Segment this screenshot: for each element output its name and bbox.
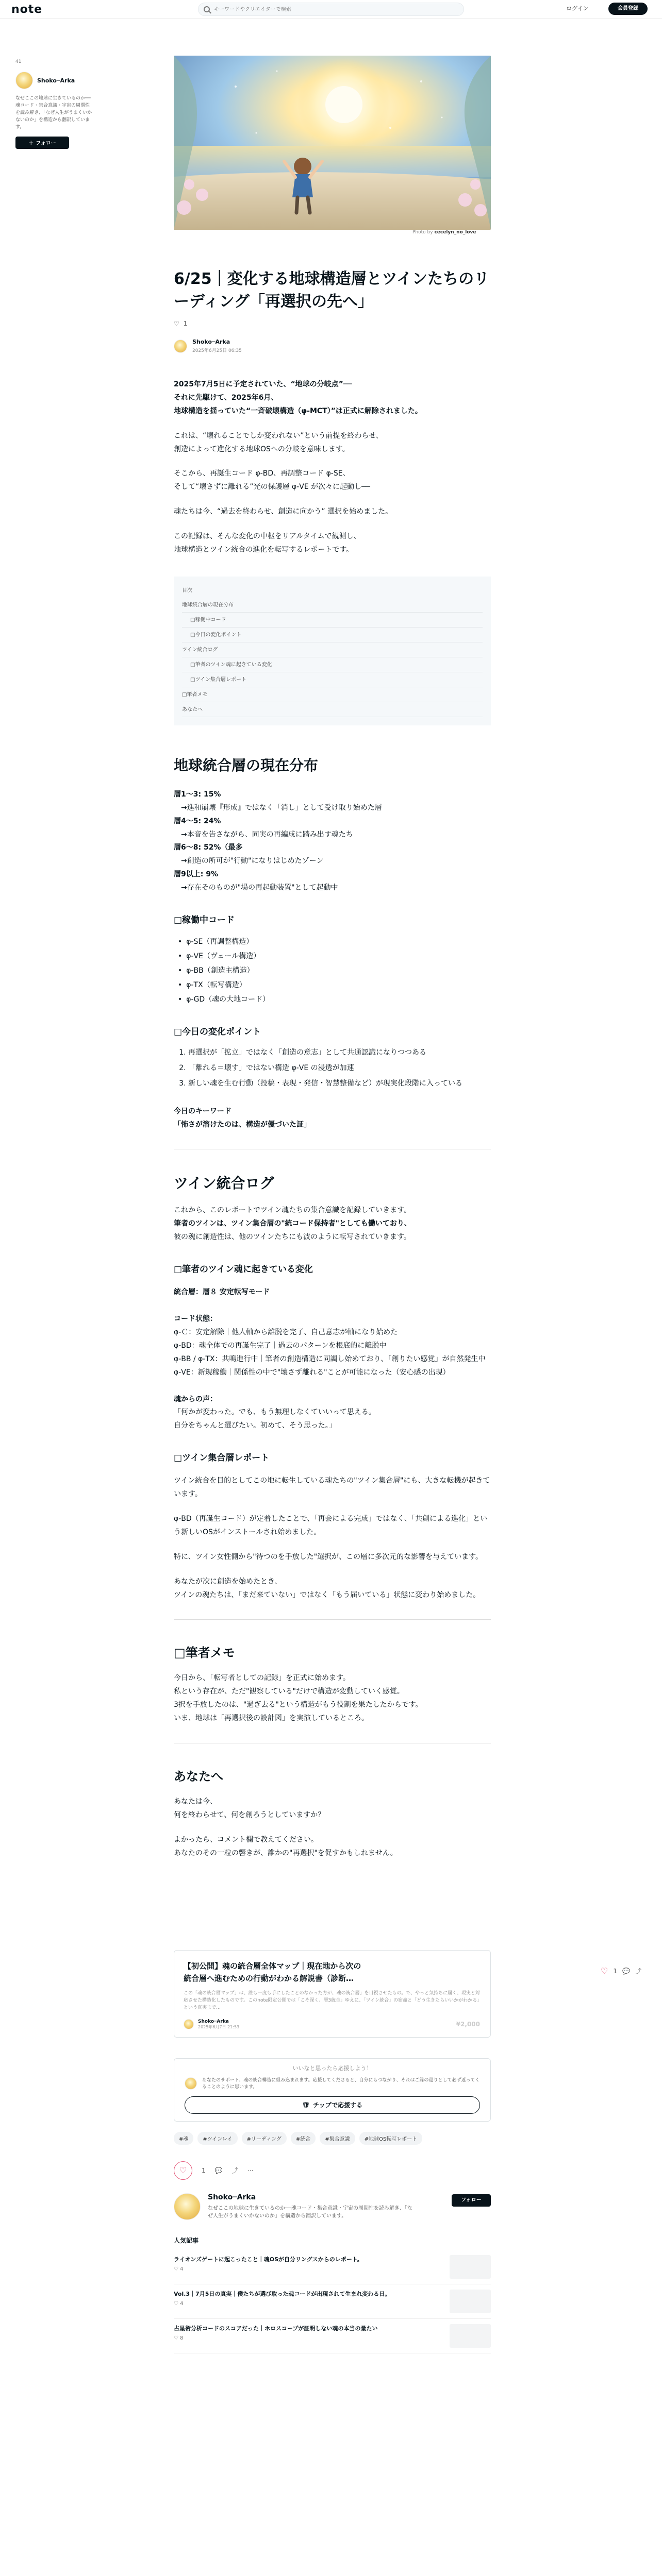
toyou-line: あなたのその一粒の響きが、誰かの"再選択"を促すかもしれません。: [174, 1849, 398, 1857]
card-title[interactable]: [184, 1960, 481, 1985]
floating-action-rail: [601, 1966, 641, 1976]
sidebar-bio: なぜここの地球に生きているのか──魂コード・集合意識・宇宙の周期性を読み解き、「なぜ人生がうまくいかないのか」を構造から翻訳しています。: [15, 96, 92, 130]
active-codes-list: [178, 935, 491, 1007]
intro-paragraph: 魂たちは今、“過去を終わらせ、創造に向かう” 選択を始めました。: [174, 507, 393, 516]
subsection-heading: □今日の変化ポイント: [174, 1027, 261, 1038]
section-heading: ツイン統合ログ: [174, 1175, 274, 1192]
toyou-paragraph: [174, 1834, 491, 1860]
article-actions: [174, 2161, 491, 2180]
photo-credit-prefix: Photo by: [412, 230, 435, 235]
tip-body: あなたのサポート、魂の統合構造に組み込まれます。応援してくださると、自分にもつながり、それはご縁の巡りとして必ず返ってくることのように思います。: [202, 2077, 480, 2090]
more-icon[interactable]: ⋯: [247, 2166, 254, 2174]
tip-button-label: チップで応援する: [313, 2102, 363, 2109]
layer-distribution: [174, 788, 491, 895]
share-icon[interactable]: ⤴: [231, 2167, 238, 2175]
toc-item[interactable]: □今日の変化ポイント: [182, 628, 483, 642]
twin-intro: [174, 1204, 491, 1244]
toyou-paragraph: [174, 1795, 491, 1822]
layer-note: →進和崩壊『形成』ではなく「消し」として受け取り始めた層: [181, 803, 382, 812]
section-heading: □筆者メモ: [174, 1646, 235, 1660]
popular-articles: [174, 2236, 491, 2353]
footer-author-bio: なぜここの地球に生きているのか──魂コード・集合意識・宇宙の周期性を読み解き、「なぜ人生がうまくいかないのか」を構造から翻訳しています。: [208, 2205, 412, 2219]
comment-icon[interactable]: 💬: [214, 2166, 223, 2174]
footer-follow-button[interactable]: フォロー: [452, 2194, 491, 2207]
search-input[interactable]: [214, 7, 420, 12]
spacer: [174, 1860, 491, 1917]
creator-sidebar: [15, 59, 93, 149]
group-paragraph: 特に、ツイン女性側から"待つのを手放した"選択が、この層に多次元的な影響を与えています。: [174, 1552, 483, 1561]
hashtag-list: [174, 2132, 491, 2145]
avatar[interactable]: [15, 72, 33, 89]
toc-item[interactable]: □筆者メモ: [182, 687, 483, 702]
section-heading: 地球統合層の現在分布: [174, 756, 319, 774]
intro-line: 地球構造とツイン統合の進化を転写するレポートです。: [174, 546, 354, 554]
card-price: ¥2,000: [456, 2020, 480, 2028]
group-paragraph: [174, 1575, 491, 1602]
code-status-line: φ-BD：魂全体での再誕生完了｜過去のパターンを根底的に離脱中: [174, 1341, 387, 1350]
footer-avatar[interactable]: [174, 2193, 201, 2220]
code-status-line: φ-Ｃ：安定解除｜他人軸から離脱を完了、自己意志が軸になり始めた: [174, 1328, 398, 1336]
intro-line: そこから、再誕生コード φ-BD、再調整コード φ-SE、: [174, 469, 350, 478]
card-title-line: 【初公開】魂の統合層全体マップ｜現在地から次の: [184, 1961, 361, 1971]
subsection-heading: □ツイン集合層レポート: [174, 1453, 270, 1464]
article-title: 6/25｜変化する地球構造層とツインたちのリーディング「再選択の先へ」: [174, 270, 490, 311]
publish-date: 2025年6月25日 06:35: [192, 348, 242, 353]
intro-line: 創造によって進化する地球OSへの分岐を意味します。: [174, 445, 350, 453]
hero-image: [174, 56, 491, 230]
group-line: あなたが次に創造を始めたとき、: [174, 1577, 282, 1586]
intro-line: これは、“壊れることでしか変われない”という前提を終わらせ、: [174, 431, 383, 440]
toc-item[interactable]: 地球統合層の現在分布: [182, 598, 483, 613]
list-item: • φ-VE（ヴェール構造）: [178, 949, 491, 963]
popular-title[interactable]: Vol.3｜7月5日の真実｜僕たちが選び取った魂コードが出現されて生まれ変わる日。: [174, 2290, 391, 2297]
article-body: [174, 268, 491, 2353]
toyou-line: 何を終わらせて、何を創ろうとしていますか？: [174, 1810, 325, 1819]
like-count: 1: [202, 2166, 206, 2174]
soul-voice: [174, 1393, 491, 1433]
intro-paragraph: [174, 530, 491, 557]
card-avatar: [184, 2019, 194, 2029]
popular-thumbnail[interactable]: [450, 2290, 491, 2313]
code-status: [174, 1313, 491, 1379]
popular-item[interactable]: [174, 2284, 491, 2319]
memo-line: 今日から、「転写者としての記録」を正式に始めます。: [174, 1674, 350, 1683]
popular-title[interactable]: ライオンズゲートに起こったこと｜魂OSが自分リングスからのレポート。: [174, 2256, 363, 2263]
photo-credit: [412, 230, 476, 235]
intro-line: そして“壊さずに離れる”光の保護層 φ-VE が次々に起動し──: [174, 483, 370, 492]
toc-item[interactable]: あなたへ: [182, 702, 483, 717]
follow-label: フォロー: [36, 141, 56, 147]
card-title-line: 統合層へ進むための行動がわかる解説書（診断…: [184, 1973, 354, 1983]
hashtag[interactable]: #リーディング: [242, 2132, 287, 2145]
keyword-text: 「怖さが溶けたのは、構造が優づいた証」: [174, 1120, 311, 1129]
memo-paragraph: [174, 1672, 491, 1725]
hashtag[interactable]: #地球OS転写レポート: [359, 2132, 423, 2145]
layer-note: →存在そのものが"場の再起動装置"として起動中: [181, 884, 338, 892]
sidebar-name[interactable]: Shoko─Arka: [37, 77, 75, 84]
intro-bold-line: 2025年7月5日に予定されていた、“地球の分岐点”──: [174, 380, 352, 388]
sidebar-follow-button[interactable]: [15, 137, 69, 149]
soul-voice-label: 魂からの声：: [174, 1395, 217, 1403]
list-item: 1. 再選択が「拡立」ではなく「創造の意志」として共通認識になりつつある: [188, 1046, 491, 1060]
group-paragraph: ツイン統合を目的としてこの地に転生している魂たちの"ツイン集合層"にも、大きな転機が起きています。: [174, 1477, 490, 1499]
popular-like-count: 8: [180, 2335, 184, 2341]
memo-line: 3択を手放したのは、"過ぎ去る"という構造がもう役割を果たしたからです。: [174, 1701, 423, 1709]
tip-heart-icon: 🛡: [302, 2101, 310, 2109]
person-plus-icon: ＋: [28, 141, 34, 147]
twin-intro-line: これから、このレポートでツイン魂たちの集合意識を記録していきます。: [174, 1206, 411, 1215]
hashtag[interactable]: #魂: [174, 2132, 193, 2145]
tip-avatar: [185, 2077, 197, 2090]
layer-note: →創造の所可が"行動"になりはじめたゾーン: [181, 857, 324, 866]
like-count: 1: [183, 320, 188, 327]
popular-like-count: 4: [180, 2266, 184, 2272]
group-paragraph: φ-BD（再誕生コード）が定着したことで、「再会による完成」ではなく、「共創による進化」という新しいOSがインストールされ始めました。: [174, 1514, 488, 1536]
list-item: 3. 新しい魂を生む行動（投稿・表現・発信・智慧整備など）が現実化段階に入っている: [188, 1077, 491, 1091]
card-footer: [184, 2019, 481, 2030]
group-line: ツインの魂たちは、「まだ来ていない」ではなく「もう届いている」状態に変わり始めました。: [174, 1590, 481, 1599]
popular-likes: ♡ 8: [174, 2335, 184, 2341]
subsection-heading: □稼働中コード: [174, 915, 235, 926]
toc-item[interactable]: □稼働中コード: [182, 613, 483, 628]
list-item: 2. 「離れる＝壊す」ではない構造 φ-VE の浸透が加速: [188, 1062, 491, 1075]
rail-like-count: 1: [613, 1967, 617, 1975]
intro-paragraph: [174, 430, 491, 456]
status-label: 統合層：層８ 安定転写モード: [174, 1288, 270, 1297]
list-item: • φ-GD（魂の大地コード）: [178, 992, 491, 1007]
layer-label: 層1〜3: 15%: [174, 790, 221, 799]
note-logo[interactable]: note: [11, 3, 43, 16]
heart-icon[interactable]: ♡: [174, 320, 179, 327]
layer-label: 層9以上: 9%: [174, 870, 218, 879]
tip-button[interactable]: [185, 2096, 480, 2114]
intro-paragraph: [174, 467, 491, 494]
card-date: 2025年6月7日 21:53: [198, 2024, 240, 2029]
layer-label: 層6〜8: 52%（最多: [174, 843, 243, 852]
toc-item[interactable]: □筆者のツイン魂に起きている変化: [182, 657, 483, 672]
popular-item[interactable]: [174, 2319, 491, 2353]
intro-line: この記録は、そんな変化の中枢をリアルタイムで観測し、: [174, 532, 361, 541]
layer-note: →本音を告さながら、同実の再編成に踏み出す魂たち: [181, 830, 353, 839]
keyword-label: 今日のキーワード: [174, 1107, 231, 1115]
popular-item[interactable]: [174, 2250, 491, 2284]
subsection-heading: □筆者のツイン魂に起きている変化: [174, 1264, 313, 1275]
popular-thumbnail[interactable]: [450, 2255, 491, 2279]
author-name[interactable]: Shoko─Arka: [192, 338, 230, 345]
search-icon: [204, 6, 210, 12]
twin-intro-line: 彼の魂に創造性は、他のツインたちにも波のように転写されていきます。: [174, 1233, 411, 1242]
hashtag[interactable]: #ツインレイ: [197, 2132, 237, 2145]
tip-box: [174, 2058, 491, 2122]
embedded-article-card[interactable]: [174, 1950, 491, 2038]
footer-author: [174, 2193, 491, 2221]
intro-bold-line: 地球構造を揺っていた“一斉破壊構造（φ-MCT）”は正式に解除されました。: [174, 406, 422, 415]
top-header: [0, 0, 662, 19]
toc-item[interactable]: ツイン統合ログ: [182, 642, 483, 657]
like-heart-icon[interactable]: ♡: [174, 2161, 192, 2180]
author-avatar[interactable]: [174, 340, 187, 353]
popular-likes: ♡ 4: [174, 2300, 184, 2307]
list-item: • φ-BB（創造主構造）: [178, 963, 491, 978]
code-status-label: コード状態：: [174, 1315, 217, 1324]
hashtag[interactable]: #統合: [291, 2132, 316, 2145]
intro-bold: [174, 378, 491, 418]
section-heading: あなたへ: [174, 1769, 223, 1784]
layer-label: 層4〜5: 24%: [174, 817, 221, 825]
photo-credit-user[interactable]: cecelyn_no_love: [434, 230, 476, 235]
toc-item[interactable]: □ツイン集合層レポート: [182, 672, 483, 687]
tip-title: いいなと思ったら応援しよう！: [292, 2064, 372, 2072]
toyou-line: あなたは今、: [174, 1797, 217, 1806]
toyou-line: よかったら、コメント欄で教えてください。: [174, 1835, 318, 1844]
popular-thumbnail[interactable]: [450, 2324, 491, 2348]
sidebar-profile[interactable]: [15, 72, 93, 89]
search-bar[interactable]: [198, 3, 464, 16]
intro-bold-line: それに先駆けて、2025年6月、: [174, 393, 278, 402]
toc-heading: 目次: [182, 587, 192, 594]
soul-voice-line: 自分をちゃんと選びたい。初めて、そう思った。」: [174, 1421, 336, 1430]
rail-share-icon[interactable]: ⤴: [635, 1968, 641, 1975]
popular-title[interactable]: 占星術分析コードのスコアだった｜ホロスコープが証明しない魂の本当の量たい: [174, 2325, 378, 2332]
sidebar-tag: 41: [15, 59, 22, 64]
rail-heart-icon[interactable]: ♡: [601, 1966, 608, 1976]
hashtag[interactable]: #集合意識: [320, 2132, 355, 2145]
card-description: この「魂の統合層マップ」は、誰も一度も手にしたことのなかった方が、魂の統合層」を目視させたもの。で、やっと気持ちに届く、現実と対応させた構造化したものです。このnote限定公開では「こそ深く、層3統合」ゆえに、「ツイン統合」の宿命と「どう生きたらいいかがわかる」という真実まで…: [184, 1990, 480, 2011]
footer-author-name[interactable]: Shoko─Arka: [208, 2193, 256, 2201]
popular-like-count: 4: [180, 2300, 184, 2307]
divider: [174, 1619, 491, 1620]
popular-heading: 人気記事: [174, 2236, 199, 2244]
signup-button[interactable]: 会員登録: [608, 3, 648, 15]
memo-line: いま、地球は「再選択後の設計図」を実演しているところ。: [174, 1714, 369, 1723]
hero-illustration: [174, 56, 491, 230]
tip-message: [185, 2077, 480, 2091]
code-status-line: φ-VE：新規稼働｜関係性の中で"壊さず離れる"ことが可能になった（安心感の出現）: [174, 1368, 450, 1377]
article-author[interactable]: [174, 338, 491, 353]
list-item: • φ-TX（転写構造）: [178, 978, 491, 992]
card-author: Shoko─Arka: [198, 2019, 229, 2024]
title-like-area[interactable]: [174, 320, 491, 327]
rail-comment-icon[interactable]: 💬: [622, 1967, 630, 1975]
login-link[interactable]: ログイン: [566, 5, 589, 12]
change-points-list: [174, 1046, 491, 1091]
soul-voice-line: 「何かが変わった。でも、もう無理しなくていいって思える。: [174, 1408, 376, 1417]
twin-intro-line: 筆者のツインは、ツイン集合層の"統コード保持者"としても働いており、: [174, 1219, 411, 1228]
table-of-contents: [174, 577, 491, 725]
keyword-block: [174, 1105, 491, 1132]
memo-line: 私という存在が、ただ"観察している"だけで構造が変動していく感覚。: [174, 1687, 404, 1696]
popular-likes: ♡ 4: [174, 2266, 184, 2272]
list-item: • φ-SE（再調整構造）: [178, 935, 491, 949]
code-status-line: φ-BB / φ-TX：共鳴進行中｜筆者の創造構造に同調し始めており、「創りたい感覚」が自然発生中: [174, 1354, 486, 1363]
